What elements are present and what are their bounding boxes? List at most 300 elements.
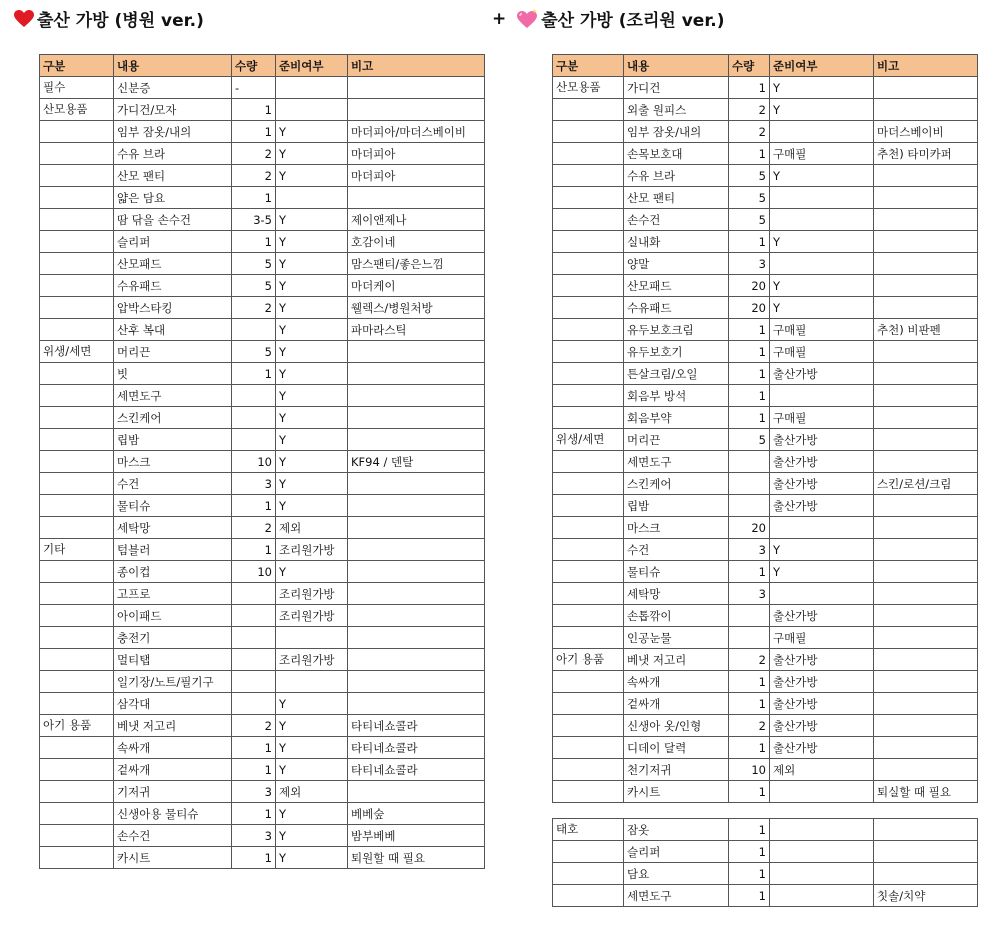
cell-note bbox=[348, 561, 485, 583]
cell-category bbox=[40, 671, 114, 693]
cell-category bbox=[40, 121, 114, 143]
cell-category bbox=[40, 473, 114, 495]
cell-category: 아기 용품 bbox=[553, 649, 624, 671]
cell-item: 세탁망 bbox=[624, 583, 729, 605]
cell-category bbox=[40, 297, 114, 319]
cell-ready: Y bbox=[276, 495, 348, 517]
cell-item: 스킨케어 bbox=[114, 407, 232, 429]
table-row bbox=[40, 671, 485, 693]
cell-note: 파마라스틱 bbox=[348, 319, 485, 341]
table-row bbox=[553, 297, 978, 319]
table-row bbox=[553, 715, 978, 737]
cell-quantity: 1 bbox=[729, 885, 770, 907]
cell-item: 세탁망 bbox=[114, 517, 232, 539]
cell-item: 충전기 bbox=[114, 627, 232, 649]
cell-quantity bbox=[729, 473, 770, 495]
cell-item: 산후 복대 bbox=[114, 319, 232, 341]
cell-category bbox=[553, 99, 624, 121]
baby-bag-table bbox=[552, 818, 978, 907]
table-row bbox=[553, 253, 978, 275]
cell-note bbox=[348, 341, 485, 363]
cell-note bbox=[348, 99, 485, 121]
table-row bbox=[553, 781, 978, 803]
cell-category bbox=[40, 209, 114, 231]
cell-item: 립밤 bbox=[624, 495, 729, 517]
cell-item: 베냇 저고리 bbox=[624, 649, 729, 671]
cell-note bbox=[348, 385, 485, 407]
cell-item: 세면도구 bbox=[624, 885, 729, 907]
cell-note bbox=[874, 363, 978, 385]
cell-note: 추천) 타미카퍼 bbox=[874, 143, 978, 165]
cell-quantity: 1 bbox=[729, 781, 770, 803]
header-category: 구분 bbox=[40, 55, 114, 77]
cell-quantity: 5 bbox=[729, 165, 770, 187]
cell-note bbox=[874, 605, 978, 627]
cell-category: 태호 bbox=[553, 819, 624, 841]
table-row bbox=[40, 693, 485, 715]
table-row bbox=[553, 363, 978, 385]
cell-category bbox=[40, 759, 114, 781]
cell-note bbox=[348, 649, 485, 671]
table-row bbox=[40, 759, 485, 781]
cell-note: 타티네쇼콜라 bbox=[348, 759, 485, 781]
cell-item: 가디건/모자 bbox=[114, 99, 232, 121]
cell-note: 마더피아 bbox=[348, 165, 485, 187]
cell-category bbox=[40, 495, 114, 517]
cell-quantity bbox=[729, 451, 770, 473]
cell-quantity bbox=[232, 605, 276, 627]
cell-category bbox=[40, 605, 114, 627]
table-row bbox=[553, 231, 978, 253]
cell-quantity: 1 bbox=[232, 803, 276, 825]
table-row bbox=[553, 671, 978, 693]
table-row bbox=[40, 187, 485, 209]
hospital-bag-title bbox=[14, 6, 204, 31]
cell-note bbox=[348, 473, 485, 495]
table-row bbox=[40, 539, 485, 561]
cell-ready: 출산가방 bbox=[770, 693, 874, 715]
cell-note bbox=[348, 605, 485, 627]
cell-quantity: 20 bbox=[729, 297, 770, 319]
cell-note bbox=[874, 819, 978, 841]
table-row bbox=[40, 143, 485, 165]
table-row bbox=[553, 275, 978, 297]
plus-sign: + bbox=[492, 8, 507, 29]
cell-category: 위생/세면 bbox=[553, 429, 624, 451]
cell-item: 가디건 bbox=[624, 77, 729, 99]
table-row bbox=[40, 297, 485, 319]
cell-item: 수유패드 bbox=[114, 275, 232, 297]
table-row bbox=[40, 847, 485, 869]
table-row bbox=[553, 627, 978, 649]
cell-note bbox=[874, 275, 978, 297]
cell-note: 밤부베베 bbox=[348, 825, 485, 847]
cell-item: 손목보호대 bbox=[624, 143, 729, 165]
table-row bbox=[553, 143, 978, 165]
cell-quantity: 1 bbox=[232, 737, 276, 759]
cell-quantity: 1 bbox=[729, 231, 770, 253]
cell-ready: 출산가방 bbox=[770, 605, 874, 627]
cell-note bbox=[348, 407, 485, 429]
cell-category bbox=[553, 561, 624, 583]
table-row bbox=[40, 737, 485, 759]
cell-category bbox=[553, 143, 624, 165]
cell-item: 물티슈 bbox=[624, 561, 729, 583]
cell-category bbox=[553, 693, 624, 715]
cell-note bbox=[874, 187, 978, 209]
cell-item: 카시트 bbox=[624, 781, 729, 803]
cell-ready: 제외 bbox=[276, 517, 348, 539]
cell-note: 마더케이 bbox=[348, 275, 485, 297]
cell-note bbox=[874, 583, 978, 605]
table-row bbox=[553, 583, 978, 605]
cell-category bbox=[40, 561, 114, 583]
cell-note bbox=[348, 583, 485, 605]
cell-ready: 출산가방 bbox=[770, 495, 874, 517]
cell-ready: Y bbox=[276, 451, 348, 473]
cell-quantity bbox=[232, 649, 276, 671]
cell-quantity: 1 bbox=[729, 385, 770, 407]
cell-item: 유두보호기 bbox=[624, 341, 729, 363]
table-row bbox=[40, 165, 485, 187]
cell-quantity: 1 bbox=[232, 847, 276, 869]
cell-note: 마더피아/마더스베이비 bbox=[348, 121, 485, 143]
cell-category bbox=[553, 165, 624, 187]
table-row bbox=[40, 77, 485, 99]
cell-quantity: 5 bbox=[729, 209, 770, 231]
cell-item: 수유 브라 bbox=[114, 143, 232, 165]
cell-ready: 구매필 bbox=[770, 407, 874, 429]
table-row bbox=[40, 825, 485, 847]
cell-note: 타티네쇼콜라 bbox=[348, 737, 485, 759]
cell-ready bbox=[276, 671, 348, 693]
cell-category bbox=[40, 275, 114, 297]
cell-category bbox=[553, 451, 624, 473]
cell-category bbox=[40, 319, 114, 341]
cell-note: 칫솔/치약 bbox=[874, 885, 978, 907]
cell-note bbox=[348, 627, 485, 649]
cell-category bbox=[553, 885, 624, 907]
cell-note: 제이앤제나 bbox=[348, 209, 485, 231]
cell-category bbox=[40, 693, 114, 715]
cell-quantity bbox=[729, 605, 770, 627]
cell-quantity: 3 bbox=[232, 473, 276, 495]
cell-ready: Y bbox=[276, 385, 348, 407]
table-row bbox=[553, 77, 978, 99]
cell-item: 슬리퍼 bbox=[624, 841, 729, 863]
cell-quantity: 1 bbox=[232, 759, 276, 781]
cell-quantity: 1 bbox=[232, 121, 276, 143]
cell-item: 유두보호크림 bbox=[624, 319, 729, 341]
cell-category bbox=[553, 737, 624, 759]
cell-category: 산모용품 bbox=[553, 77, 624, 99]
table-row bbox=[40, 209, 485, 231]
cell-ready bbox=[770, 253, 874, 275]
table-row bbox=[40, 121, 485, 143]
cell-note bbox=[874, 759, 978, 781]
cell-ready: Y bbox=[770, 561, 874, 583]
cell-item: 손톱깎이 bbox=[624, 605, 729, 627]
cell-note bbox=[874, 99, 978, 121]
cell-item: 겉싸개 bbox=[114, 759, 232, 781]
cell-item: 세면도구 bbox=[624, 451, 729, 473]
cell-category bbox=[553, 517, 624, 539]
cell-ready bbox=[770, 385, 874, 407]
cell-note bbox=[348, 363, 485, 385]
cell-note bbox=[874, 715, 978, 737]
cell-category bbox=[40, 825, 114, 847]
table-row bbox=[553, 841, 978, 863]
cell-category bbox=[553, 495, 624, 517]
cell-category bbox=[553, 407, 624, 429]
cell-note bbox=[874, 841, 978, 863]
cell-category bbox=[553, 231, 624, 253]
cell-ready: 출산가방 bbox=[770, 671, 874, 693]
table-row bbox=[553, 517, 978, 539]
cell-item: 세면도구 bbox=[114, 385, 232, 407]
cell-quantity: 1 bbox=[729, 319, 770, 341]
cell-ready: Y bbox=[276, 693, 348, 715]
cell-ready bbox=[770, 187, 874, 209]
cell-note bbox=[874, 495, 978, 517]
cell-note: 마더스베이비 bbox=[874, 121, 978, 143]
cell-quantity bbox=[232, 385, 276, 407]
cell-note bbox=[874, 407, 978, 429]
table-header-row bbox=[553, 55, 978, 77]
cell-ready: 출산가방 bbox=[770, 363, 874, 385]
table-row bbox=[553, 99, 978, 121]
cell-category bbox=[40, 517, 114, 539]
cell-note bbox=[874, 429, 978, 451]
cell-item: 머리끈 bbox=[114, 341, 232, 363]
cell-quantity: 1 bbox=[729, 407, 770, 429]
cell-quantity bbox=[232, 627, 276, 649]
table-row bbox=[40, 341, 485, 363]
cell-note bbox=[874, 385, 978, 407]
cell-ready bbox=[770, 841, 874, 863]
cell-category bbox=[553, 209, 624, 231]
cell-item: 텀블러 bbox=[114, 539, 232, 561]
table-row bbox=[40, 99, 485, 121]
header-quantity: 수량 bbox=[729, 55, 770, 77]
cell-note: 호감이네 bbox=[348, 231, 485, 253]
cell-quantity: 1 bbox=[232, 231, 276, 253]
cell-quantity bbox=[232, 319, 276, 341]
table-row bbox=[553, 341, 978, 363]
cell-category bbox=[40, 407, 114, 429]
cell-category bbox=[553, 187, 624, 209]
table-row bbox=[40, 781, 485, 803]
cell-quantity: 2 bbox=[232, 165, 276, 187]
cell-category bbox=[40, 253, 114, 275]
cell-item: 신생아용 물티슈 bbox=[114, 803, 232, 825]
cell-item: 마스크 bbox=[114, 451, 232, 473]
cell-quantity: 1 bbox=[729, 561, 770, 583]
cell-quantity: 2 bbox=[232, 517, 276, 539]
cell-category bbox=[553, 473, 624, 495]
cell-quantity bbox=[232, 693, 276, 715]
cell-quantity: 3 bbox=[232, 825, 276, 847]
cell-item: 인공눈물 bbox=[624, 627, 729, 649]
cell-quantity: 1 bbox=[729, 671, 770, 693]
cell-item: 신생아 옷/인형 bbox=[624, 715, 729, 737]
table-row bbox=[553, 319, 978, 341]
cell-category bbox=[553, 863, 624, 885]
hospital-bag-title-text: 출산 가방 (병원 ver.) bbox=[37, 11, 204, 31]
cell-note bbox=[348, 517, 485, 539]
table-row bbox=[40, 649, 485, 671]
cell-quantity bbox=[232, 583, 276, 605]
table-row bbox=[553, 165, 978, 187]
cell-item: 회음부약 bbox=[624, 407, 729, 429]
cell-item: 립밤 bbox=[114, 429, 232, 451]
cell-item: 카시트 bbox=[114, 847, 232, 869]
header-quantity: 수량 bbox=[232, 55, 276, 77]
cell-ready: Y bbox=[276, 319, 348, 341]
cell-note bbox=[874, 165, 978, 187]
cell-item: 디데이 달력 bbox=[624, 737, 729, 759]
table-row bbox=[553, 209, 978, 231]
cell-item: 속싸개 bbox=[114, 737, 232, 759]
cell-ready: 조리원가방 bbox=[276, 583, 348, 605]
cell-quantity: 1 bbox=[729, 363, 770, 385]
cell-ready: Y bbox=[276, 825, 348, 847]
table-row bbox=[40, 517, 485, 539]
cell-category bbox=[40, 781, 114, 803]
cell-item: 고프로 bbox=[114, 583, 232, 605]
cell-item: 회음부 방석 bbox=[624, 385, 729, 407]
cell-category bbox=[553, 759, 624, 781]
cell-quantity: 1 bbox=[729, 693, 770, 715]
cell-ready: 제외 bbox=[770, 759, 874, 781]
table-row bbox=[40, 451, 485, 473]
cell-item: 땀 닦을 손수건 bbox=[114, 209, 232, 231]
table-row bbox=[40, 561, 485, 583]
cell-category bbox=[553, 275, 624, 297]
cell-note bbox=[348, 671, 485, 693]
cell-quantity: 2 bbox=[729, 99, 770, 121]
cell-item: 산모패드 bbox=[114, 253, 232, 275]
cell-ready: 구매필 bbox=[770, 143, 874, 165]
cell-quantity: 10 bbox=[232, 561, 276, 583]
table-row bbox=[40, 363, 485, 385]
cell-quantity: 1 bbox=[729, 737, 770, 759]
cell-quantity: - bbox=[232, 77, 276, 99]
cell-category: 기타 bbox=[40, 539, 114, 561]
cell-category: 산모용품 bbox=[40, 99, 114, 121]
cell-note bbox=[874, 451, 978, 473]
table-row bbox=[553, 451, 978, 473]
cell-note bbox=[348, 429, 485, 451]
cell-note: 스킨/로션/크림 bbox=[874, 473, 978, 495]
cell-ready bbox=[770, 885, 874, 907]
cell-note bbox=[348, 495, 485, 517]
cell-ready bbox=[770, 583, 874, 605]
cell-category bbox=[553, 627, 624, 649]
cell-quantity: 1 bbox=[729, 841, 770, 863]
cell-ready: Y bbox=[276, 143, 348, 165]
cell-category bbox=[553, 121, 624, 143]
cell-category bbox=[553, 583, 624, 605]
cell-note: 맘스팬티/좋은느낌 bbox=[348, 253, 485, 275]
cell-note bbox=[348, 187, 485, 209]
cell-quantity bbox=[232, 407, 276, 429]
cell-item: 머리끈 bbox=[624, 429, 729, 451]
cell-item: 손수건 bbox=[114, 825, 232, 847]
cell-ready: Y bbox=[770, 231, 874, 253]
cell-ready: 출산가방 bbox=[770, 649, 874, 671]
cell-note: 퇴원할 때 필요 bbox=[348, 847, 485, 869]
cell-note: KF94 / 덴탈 bbox=[348, 451, 485, 473]
cell-quantity: 1 bbox=[232, 495, 276, 517]
cell-ready: Y bbox=[276, 737, 348, 759]
cell-quantity: 2 bbox=[729, 715, 770, 737]
cell-note bbox=[874, 693, 978, 715]
cell-ready: Y bbox=[276, 407, 348, 429]
cell-ready: Y bbox=[276, 231, 348, 253]
cell-ready: Y bbox=[276, 275, 348, 297]
cell-item: 종이컵 bbox=[114, 561, 232, 583]
cell-category: 아기 용품 bbox=[40, 715, 114, 737]
cell-ready: Y bbox=[276, 341, 348, 363]
cell-ready: Y bbox=[276, 253, 348, 275]
table-row bbox=[553, 863, 978, 885]
cell-ready bbox=[770, 209, 874, 231]
cell-ready: 출산가방 bbox=[770, 737, 874, 759]
cell-item: 산모 팬티 bbox=[624, 187, 729, 209]
cell-item: 잠옷 bbox=[624, 819, 729, 841]
cell-ready bbox=[770, 781, 874, 803]
table-row bbox=[553, 429, 978, 451]
cell-note bbox=[874, 627, 978, 649]
cell-item: 일기장/노트/필기구 bbox=[114, 671, 232, 693]
cell-note: 웰렉스/병원처방 bbox=[348, 297, 485, 319]
cell-item: 실내화 bbox=[624, 231, 729, 253]
cell-category bbox=[553, 781, 624, 803]
cell-item: 천기저귀 bbox=[624, 759, 729, 781]
cell-ready bbox=[276, 99, 348, 121]
cell-note bbox=[348, 781, 485, 803]
cell-category bbox=[553, 253, 624, 275]
cell-quantity: 10 bbox=[232, 451, 276, 473]
header-item: 내용 bbox=[114, 55, 232, 77]
cell-quantity bbox=[729, 495, 770, 517]
table-row bbox=[40, 407, 485, 429]
cell-item: 압박스타킹 bbox=[114, 297, 232, 319]
cell-ready bbox=[770, 517, 874, 539]
cell-item: 얇은 담요 bbox=[114, 187, 232, 209]
cell-ready: Y bbox=[276, 473, 348, 495]
cell-ready bbox=[770, 863, 874, 885]
table-row bbox=[553, 693, 978, 715]
cell-quantity: 3 bbox=[232, 781, 276, 803]
header-note: 비고 bbox=[348, 55, 485, 77]
cell-ready: Y bbox=[770, 77, 874, 99]
cell-category bbox=[553, 539, 624, 561]
cell-quantity: 1 bbox=[729, 143, 770, 165]
cell-category bbox=[40, 737, 114, 759]
cell-quantity: 5 bbox=[729, 187, 770, 209]
cell-category bbox=[40, 847, 114, 869]
cell-ready: Y bbox=[276, 121, 348, 143]
cell-ready: Y bbox=[770, 275, 874, 297]
cell-item: 임부 잠옷/내의 bbox=[114, 121, 232, 143]
cell-ready: 구매필 bbox=[770, 341, 874, 363]
cell-quantity: 5 bbox=[232, 275, 276, 297]
cell-quantity bbox=[232, 429, 276, 451]
cell-quantity: 2 bbox=[232, 143, 276, 165]
cell-note bbox=[348, 77, 485, 99]
